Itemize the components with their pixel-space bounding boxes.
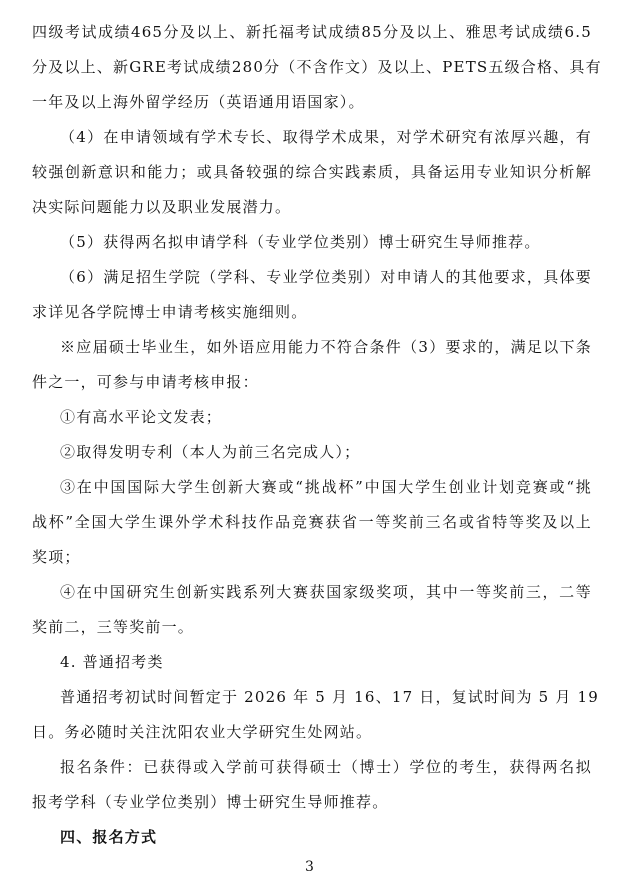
text-line: 四级考试成绩465分及以上、新托福考试成绩85分及以上、雅思考试成绩6.5 [32, 23, 592, 41]
text-line: ①有高水平论文发表； [60, 408, 223, 426]
section-heading: 四、报名方式 [60, 828, 158, 846]
text-line: 奖项； [32, 548, 81, 566]
text-line: （6）满足招生学院（学科、专业学位类别）对申请人的其他要求，具体要 [60, 268, 592, 286]
text-line: 求详见各学院博士申请考核实施细则。 [32, 303, 308, 321]
page-number: 3 [305, 859, 314, 875]
text-line: 奖前二，三等奖前一。 [32, 618, 195, 636]
text-line: 普通招考初试时间暂定于 2026 年 5 月 16、17 日，复试时间为 5 月 19 [60, 688, 600, 706]
text-line: 分及以上、新GRE考试成绩280分（不含作文）及以上、PETS五级合格、具有 [32, 58, 602, 76]
text-line: 一年及以上海外留学经历（英语通用语国家）。 [32, 93, 365, 111]
text-line: （4）在申请领域有学术专长、取得学术成果，对学术研究有浓厚兴趣，有 [60, 128, 592, 146]
text-line: 较强创新意识和能力；或具备较强的综合实践素质，具备运用专业知识分析解 [32, 163, 592, 181]
text-line: 报考学科（专业学位类别）博士研究生导师推荐。 [32, 793, 389, 811]
text-line: 日。务必随时关注沈阳农业大学研究生处网站。 [32, 723, 373, 741]
text-line: ※应届硕士毕业生，如外语应用能力不符合条件（3）要求的，满足以下条 [60, 338, 592, 356]
text-line: 件之一，可参与申请考核申报： [32, 373, 259, 391]
text-line: ④在中国研究生创新实践系列大赛获国家级奖项，其中一等奖前三，二等 [60, 583, 592, 601]
text-line: ②取得发明专利（本人为前三名完成人）； [60, 443, 361, 461]
text-line: 决实际问题能力以及职业发展潜力。 [32, 198, 292, 216]
section-heading: 4. 普通招考类 [60, 653, 164, 671]
text-line: （5）获得两名拟申请学科（专业学位类别）博士研究生导师推荐。 [60, 233, 541, 251]
text-line: ③在中国国际大学生创新大赛或“挑战杯”中国大学生创业计划竞赛或“挑 [60, 478, 592, 496]
text-line: 战杯”全国大学生课外学术科技作品竞赛获省一等奖前三名或省特等奖及以上 [32, 513, 592, 531]
text-line: 报名条件：已获得或入学前可获得硕士（博士）学位的考生，获得两名拟 [60, 758, 592, 776]
